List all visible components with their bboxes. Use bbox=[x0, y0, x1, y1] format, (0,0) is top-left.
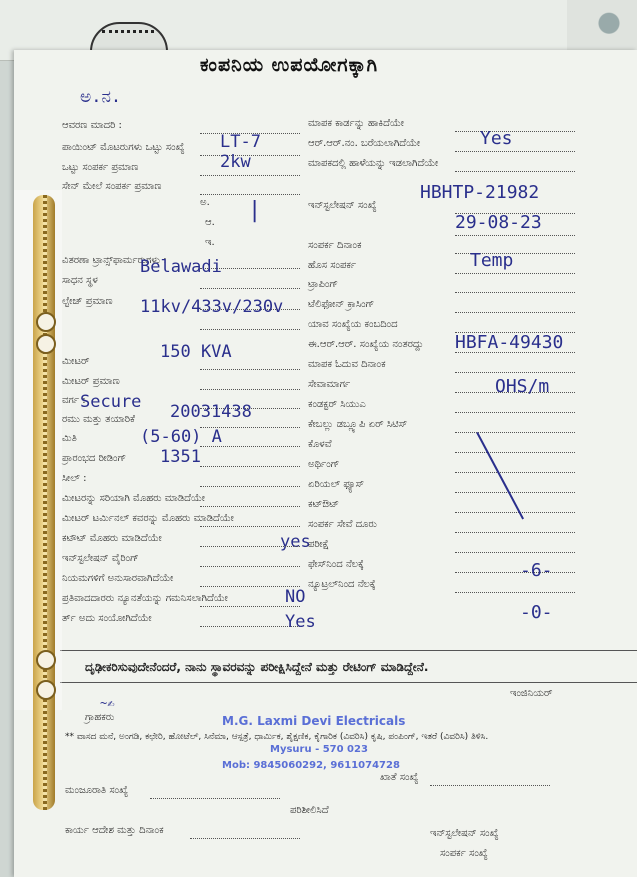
left-field-label: ಒಟ್ಟು ಸಂಪರ್ಕ ಪ್ರಮಾಣ bbox=[62, 162, 139, 173]
right-field-label: ಆರ್.ಆರ್.ನಂ. ಬರೆಯಲಾಗಿದೆಯೇ bbox=[308, 138, 421, 149]
left-field-line bbox=[200, 465, 300, 467]
left-field-line bbox=[200, 505, 300, 507]
right-field-line bbox=[455, 531, 575, 533]
right-field-value: -6- bbox=[520, 560, 553, 581]
divider bbox=[60, 682, 637, 683]
left-field-label: ಪಾಯಿಂಟ್ ಮೊಟರುಗಳು ಒಟ್ಟು ಸಂಖ್ಯೆ bbox=[62, 142, 185, 153]
connection-no-label: ಸಂಪರ್ಕ ಸಂಖ್ಯೆ bbox=[440, 848, 488, 859]
right-field-label: ಸಂಪರ್ಕ ದಿನಾಂಕ bbox=[308, 240, 362, 251]
left-field-label: ಆವರಣ ಮಾದರಿ : bbox=[62, 120, 122, 131]
aux-label-a: ಅ. bbox=[200, 197, 210, 208]
right-field-line bbox=[455, 491, 575, 493]
right-field-label: ಟೆಲಿಫೋನ್ ಕ್ರಾಸಿಂಗ್ bbox=[308, 299, 375, 310]
right-field-line bbox=[455, 130, 575, 132]
fee-no-label: ಖಾತೆ ಸಂಖ್ಯೆ bbox=[380, 772, 419, 783]
right-field-line bbox=[455, 371, 575, 373]
left-field-label: ಕಟೌಟ್ ಮೊಹರು ಮಾಡಿದೆಯೇ bbox=[62, 533, 162, 544]
left-field-value: 150 KVA bbox=[160, 342, 232, 362]
right-field-label: ಇನ್‌ಸ್ಟಲೇಷನ್ ಸಂಖ್ಯೆ bbox=[308, 200, 377, 211]
left-field-label: ಪ್ರತಿವಾದದಾರರು ನ್ಯೂನತೆಯನ್ನು ಗಮನಿಸಲಾಗಿದೆಯೇ bbox=[62, 593, 228, 604]
binder-ring-icon bbox=[36, 334, 56, 354]
left-field-line bbox=[200, 485, 300, 487]
right-field-label: ಯಾವ ಸಂಖ್ಯೆಯ ಕಂಬದಿಂದ bbox=[308, 319, 398, 330]
left-field-value: Yes bbox=[285, 612, 316, 632]
footnote: ** ವಾಸದ ಮನೆ, ಅಂಗಡಿ, ಕಛೇರಿ, ಹೋಟೆಲ್, ಸಿನೆಮಾ, ಆಸ್ಪತ್ರೆ, ಧಾರ್ಮಿಕ, ಶೈಕ್ಷಣಿಕ, ಕೈಗಾರಿಕ (ವಿವರಿಸಿ) ಕೃಷಿ, ಪಂಪಿಂಗ್, ಇತರೆ (ವಿವರಿಸಿ) ತಿಳಿಸಿ. bbox=[65, 732, 489, 742]
left-field-line bbox=[200, 525, 300, 527]
right-field-label: ಈ.ಆರ್.ಆರ್. ಸಂಖ್ಯೆಯ ನಂತರದ್ದು bbox=[308, 339, 424, 350]
left-field-label: ಇನ್‌ಸ್ಟಲೇಷನ್ ವೈರಿಂಗ್ bbox=[62, 553, 139, 564]
left-field-value: (5-60) A bbox=[140, 427, 222, 447]
left-field-value: Belawadi bbox=[140, 257, 222, 277]
stamp-mobile: Mob: 9845060292, 9611074728 bbox=[222, 760, 400, 771]
right-field-label: ಕಂಡಕ್ಟರ್ ಸಿಯುಎ bbox=[308, 399, 366, 410]
left-field-label: ಮೀಟರ್ ಪ್ರಮಾಣ bbox=[62, 376, 120, 387]
left-field-label: ಸೇನ್ ಮೇಲೆ ಸಂಪರ್ಕ ಪ್ರಮಾಣ bbox=[62, 181, 162, 192]
left-field-value: ಅ.ನ. bbox=[80, 87, 122, 107]
right-field-label: ಏರಿಯಲ್ ಫ್ಯೂಸ್ bbox=[308, 479, 365, 490]
left-field-line bbox=[200, 565, 300, 567]
left-field-label: ರಮು ಮತ್ತು ತಯಾರಿಕೆ bbox=[62, 414, 135, 425]
aux-label-i: ಇ. bbox=[205, 237, 215, 248]
left-field-value: LT-7 bbox=[220, 132, 261, 152]
binder-ring-icon bbox=[36, 680, 56, 700]
left-field-label: ವರ್ಗ : bbox=[62, 395, 86, 406]
left-field-label: ಮೀಟರ್ ಟರ್ಮಿನಲ್ ಕವರನ್ನು ಮೊಹರು ಮಾಡಿದೆಯೇ bbox=[62, 513, 234, 524]
right-field-line bbox=[455, 150, 575, 152]
right-field-label: ನ್ಯೂಟ್ರಲ್‌ನಿಂದ ನೆಲಕ್ಕೆ bbox=[308, 579, 376, 590]
left-field-label: ವಿತರಣಾ ಟ್ರಾನ್ಸ್‌ಫಾರ್ಮರುಗಳು : bbox=[62, 255, 167, 266]
left-field-label: ಲ್ಟೇಜ್ ಪ್ರಮಾಣ bbox=[62, 296, 113, 307]
right-field-value: Yes bbox=[480, 128, 513, 149]
approval-no-label: ಮಂಜೂರಾತಿ ಸಂಖ್ಯೆ bbox=[65, 785, 129, 796]
right-field-line bbox=[455, 272, 575, 274]
left-field-label: ಮಿತಿ bbox=[62, 433, 77, 444]
right-field-line bbox=[455, 511, 575, 513]
right-field-label: ಮಾಪಕ ಓದುವ ದಿನಾಂಕ bbox=[308, 359, 386, 370]
left-field-line bbox=[200, 368, 300, 370]
right-field-label: ಪರೀಕ್ಷೆ bbox=[308, 539, 330, 550]
right-field-value: HBFA-49430 bbox=[455, 332, 564, 353]
right-field-label: ಕಟ್‌ಔಟ್ bbox=[308, 499, 339, 510]
left-field-label: ಸೀಲ್ : bbox=[62, 473, 87, 484]
left-field-line bbox=[200, 174, 300, 176]
right-field-value: 29-08-23 bbox=[455, 212, 542, 233]
right-field-line bbox=[455, 170, 575, 172]
right-field-value: -0- bbox=[520, 602, 553, 623]
left-field-line bbox=[200, 545, 300, 547]
left-field-value: 20031438 bbox=[170, 402, 252, 422]
right-field-line bbox=[455, 591, 575, 593]
left-field-label: ನಿಯಮಗಳಿಗೆ ಅನುಸಾರವಾಗಿದೆಯೇ bbox=[62, 573, 174, 584]
right-field-line bbox=[455, 411, 575, 413]
right-field-line bbox=[455, 234, 575, 236]
right-field-label: ಹೊಸ ಸಂಪರ್ಕ bbox=[308, 260, 357, 271]
right-field-label: ಅರ್ಥಿಂಗ್ bbox=[308, 459, 340, 470]
left-field-label: ಮೀಟರನ್ನು ಸರಿಯಾಗಿ ಮೊಹರು ಮಾಡಿದೆಯೇ bbox=[62, 493, 205, 504]
approval-no-line bbox=[150, 797, 280, 799]
left-field-line bbox=[200, 388, 300, 390]
left-field-value: 11kv/433v/230v bbox=[140, 297, 284, 317]
left-field-line bbox=[200, 287, 300, 289]
left-field-label: ರ್ತ್ ಅದು ಸಂಯೋಗಿದೆಯೇ bbox=[62, 613, 152, 624]
installation-no-label: ಇನ್‌ಸ್ಟಲೇಷನ್ ಸಂಖ್ಯೆ bbox=[430, 828, 499, 839]
binder-clip-bar bbox=[43, 195, 47, 810]
left-field-label: ಪ್ರಾರಂಭದ ರೀಡಿಂಗ್ bbox=[62, 453, 127, 464]
right-field-label: ಕೇಬಲ್ಲು ಡಬ್ಲ್ಯೂಪಿ ಏರ್ ಸಿಟಿಸ್ bbox=[308, 419, 408, 430]
left-field-value: yes bbox=[280, 532, 311, 552]
work-order-line bbox=[190, 837, 300, 839]
left-field-value: Secure bbox=[80, 392, 142, 412]
right-field-line bbox=[455, 291, 575, 293]
right-field-line bbox=[455, 471, 575, 473]
divider bbox=[60, 650, 637, 651]
right-field-value: OHS/m bbox=[495, 376, 550, 397]
right-field-line bbox=[455, 311, 575, 313]
left-field-value: 1351 bbox=[160, 447, 201, 467]
right-field-label: ಫೇಸ್‌ನಿಂದ ನೆಲಕ್ಕೆ bbox=[308, 559, 364, 570]
inspection-label: ಪರಿಶೀಲಿಸಿದೆ bbox=[290, 805, 329, 816]
right-field-line bbox=[455, 551, 575, 553]
right-field-value: Temp bbox=[470, 250, 514, 271]
left-field-line bbox=[200, 193, 300, 195]
work-order-label: ಕಾರ್ಯ ಆದೇಶ ಮತ್ತು ದಿನಾಂಕ bbox=[65, 825, 164, 836]
right-field-line bbox=[455, 431, 575, 433]
left-field-line bbox=[200, 328, 300, 330]
ghost-text-bleed bbox=[90, 38, 550, 54]
right-field-label: ಕೊಳವೆ bbox=[308, 439, 332, 450]
page-title: ಕಂಪನಿಯ ಉಪಯೋಗಕ್ಕಾಗಿ bbox=[200, 54, 379, 76]
right-field-label: ಸಂಪರ್ಕ ಸೇವೆ ದೂರು bbox=[308, 519, 377, 530]
right-field-label: ಟ್ರಾಪಿಂಗ್ bbox=[308, 279, 339, 290]
aux-label-aa: ಆ. bbox=[205, 217, 215, 228]
left-field-value: 2kw bbox=[220, 152, 251, 172]
right-field-line bbox=[455, 571, 575, 573]
consumer-label: ಗ್ರಾಹಕರು bbox=[85, 712, 115, 723]
left-field-label: ಮೀಟರ್ bbox=[62, 356, 90, 367]
fee-no-line bbox=[430, 784, 550, 786]
right-field-line bbox=[455, 451, 575, 453]
consumer-signature: ~✍ bbox=[100, 696, 115, 710]
binder-ring-icon bbox=[36, 312, 56, 332]
right-field-value: HBHTP-21982 bbox=[420, 182, 540, 203]
left-field-label: ಸಾಧನ ಸ್ಥಳ bbox=[62, 275, 98, 286]
right-field-label: ಸೇವಾಮಾರ್ಗ bbox=[308, 379, 351, 390]
stamp-name: M.G. Laxmi Devi Electricals bbox=[222, 714, 406, 728]
right-field-label: ಮಾಪಕ ಕಾರ್ಡನ್ನು ಹಾಕಿದೆಯೇ bbox=[308, 118, 404, 129]
certification-text: ದೃಢೀಕರಿಸುವುದೇನೆಂದರೆ, ನಾನು ಸ್ಥಾವರವನ್ನು ಪರೀಕ್ಷಿಸಿದ್ದೇನೆ ಮತ್ತು ರೇಟಿಂಗ್ ಮಾಡಿದ್ದೇನೆ. bbox=[85, 660, 429, 674]
left-field-value: NO bbox=[285, 587, 306, 607]
stamp-address: Mysuru - 570 023 bbox=[270, 744, 368, 755]
binder-ring-icon bbox=[36, 650, 56, 670]
handwritten-line-mark: | bbox=[248, 198, 262, 223]
engineer-label: ಇಂಜಿನಿಯರ್ bbox=[510, 688, 553, 699]
right-field-label: ಮಾಪಕದಲ್ಲಿ ಹಾಳೆಯನ್ನು ಇಡಲಾಗಿದೆಯೇ bbox=[308, 158, 439, 169]
